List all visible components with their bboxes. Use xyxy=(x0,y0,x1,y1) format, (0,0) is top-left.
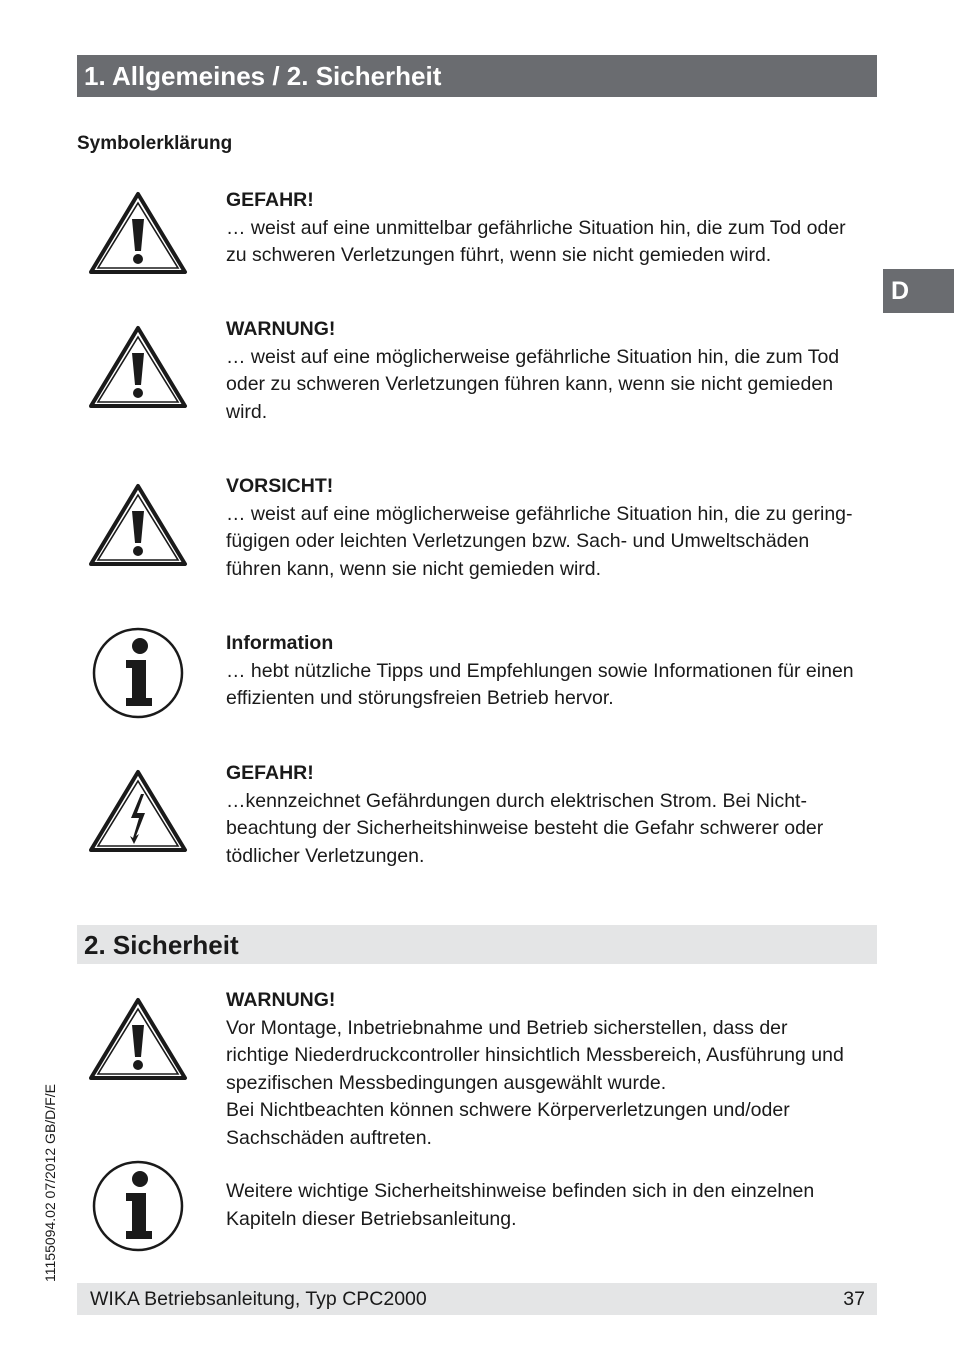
document-code: 11155094.02 07/2012 GB/D/F/E xyxy=(42,1084,58,1282)
section-title-bar xyxy=(77,925,877,964)
symbol-heading: Symbolerklärung xyxy=(77,133,233,154)
info-circle-icon xyxy=(88,624,188,720)
info-circle-icon xyxy=(88,1157,188,1253)
warning-triangle-icon xyxy=(88,188,188,284)
symbol-label: WARNUNG! xyxy=(226,318,336,340)
page-title-bar xyxy=(77,55,877,97)
safety-warning-consequence: Bei Nichtbeachten können schwere Körperverletzungen und/oder Sachschäden auftreten. xyxy=(226,1099,790,1149)
symbol-description: … weist auf eine möglicherweise gefährliche Situation hin, die zu gering- fügigen oder leichten Verletzungen bzw. Sach- und Umweltschäden führen kann, wenn sie nicht gemieden wird. xyxy=(226,502,853,580)
warning-triangle-icon xyxy=(88,994,188,1090)
symbol-label: VORSICHT! xyxy=(226,475,334,497)
section-title: 2. Sicherheit xyxy=(84,930,239,960)
symbol-description: …kennzeichnet Gefährdungen durch elektrischen Strom. Bei Nicht- beachtung der Sicherheitshinweise besteht die Gefahr schwerer oder tödlicher Verletzungen. xyxy=(226,789,824,867)
symbol-block-gefahr xyxy=(226,187,886,270)
symbol-block-warnung xyxy=(226,316,886,426)
safety-warning-label: WARNUNG! xyxy=(226,989,336,1011)
safety-info-block xyxy=(226,1178,886,1233)
language-tab-label: D xyxy=(891,277,910,305)
safety-info-text: Weitere wichtige Sicherheitshinweise befinden sich in den einzelnen Kapiteln dieser Betriebsanleitung. xyxy=(226,1180,815,1230)
symbol-label: GEFAHR! xyxy=(226,189,314,211)
page-number: 37 xyxy=(843,1288,865,1310)
symbol-description: … hebt nützliche Tipps und Empfehlungen sowie Informationen für einen effizienten und störungsfreien Betrieb hervor. xyxy=(226,659,854,709)
symbol-block-vorsicht xyxy=(226,473,886,583)
safety-warning-block xyxy=(226,987,886,1152)
symbol-block-electric xyxy=(226,760,886,870)
warning-triangle-icon xyxy=(88,480,188,576)
warning-triangle-icon xyxy=(88,322,188,418)
language-tab xyxy=(883,269,954,313)
symbol-label: GEFAHR! xyxy=(226,762,314,784)
page-footer xyxy=(77,1283,877,1315)
symbol-block-information xyxy=(226,630,886,713)
symbol-description: … weist auf eine möglicherweise gefährliche Situation hin, die zum Tod oder zu schweren Verletzungen führen kann, wenn sie nicht gemieden wird. xyxy=(226,345,840,423)
page-title: 1. Allgemeines / 2. Sicherheit xyxy=(84,61,442,91)
footer-document-title: WIKA Betriebsanleitung, Typ CPC2000 xyxy=(90,1288,427,1310)
electric-hazard-icon xyxy=(88,766,188,862)
symbol-label: Information xyxy=(226,632,334,654)
symbol-description: … weist auf eine unmittelbar gefährliche Situation hin, die zum Tod oder zu schweren Verletzungen führt, wenn sie nicht gemieden wird. xyxy=(226,216,846,266)
safety-warning-text: Vor Montage, Inbetriebnahme und Betrieb sicherstellen, dass der richtige Niederdruckcontroller hinsichtlich Messbereich, Ausführung und spezifischen Messbedingungen ausgewählt wurde. xyxy=(226,1016,844,1094)
